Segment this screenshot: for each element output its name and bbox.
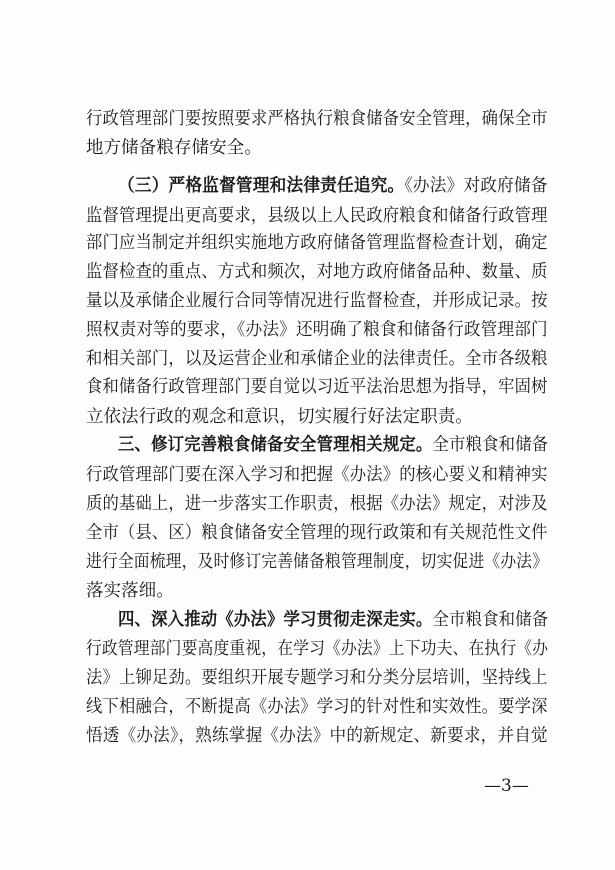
section-heading-four: 四、深入推动《办法》学习贯彻走深走实。 [118, 610, 433, 630]
line-text: 落实落细。 [86, 581, 174, 601]
line-text: 地方储备粮存储安全。 [86, 138, 262, 158]
paragraph-line [86, 261, 548, 283]
line-text: 悟透《办法》，熟练掌握《办法》中的新规定、新要求，并自觉 [86, 726, 548, 746]
section-heading-line [118, 175, 548, 197]
line-text: 行政管理部门要高度重视，在学习《办法》上下功夫、在执行《办 [86, 639, 549, 659]
line-text: 进行全面梳理，及时修订完善储备粮管理制度，切实促进《办法》 [86, 552, 549, 572]
line-text: 质的基础上，进一步落实工作职责，根据《办法》规定，对涉及 [86, 494, 548, 514]
paragraph-line [86, 725, 548, 747]
paragraph-line [86, 232, 548, 254]
paragraph-line [86, 551, 548, 573]
line-text: 行政管理部门要按照要求严格执行粮食储备安全管理，确保全市 [86, 109, 548, 129]
line-text: 监督检查的重点、方式和频次，对地方政府储备品种、数量、质 [86, 262, 548, 282]
paragraph-line [86, 319, 548, 341]
section-heading-three: 三、修订完善粮食储备安全管理相关规定。 [118, 435, 433, 455]
paragraph-line [86, 290, 548, 312]
paragraph-line [86, 464, 548, 486]
section-heading-line [118, 609, 548, 631]
paragraph-line [86, 376, 548, 398]
paragraph-line [86, 493, 548, 515]
paragraph-line [86, 696, 548, 718]
page-number: —3— [484, 776, 529, 796]
line-text: 照权责对等的要求，《办法》还明确了粮食和储备行政管理部门 [86, 320, 548, 340]
section-heading-3: （三）严格监督管理和法律责任追究。 [118, 176, 405, 196]
paragraph-line [86, 205, 548, 227]
paragraph-line [86, 580, 174, 602]
line-text: 食和储备行政管理部门要自觉以习近平法治思想为指导，牢固树 [86, 377, 548, 397]
paragraph-line [86, 108, 548, 130]
line-text: 全市粮食和储备 [432, 435, 549, 455]
line-text: 部门应当制定并组织实施地方政府储备管理监督检查计划，确定 [86, 233, 548, 253]
paragraph-line [86, 522, 548, 544]
line-text: 全市（县、区）粮食储备安全管理的现行政策和有关规范性文件 [86, 523, 548, 543]
line-text: 立依法行政的观念和意识，切实履行好法定职责。 [86, 407, 473, 427]
line-text: 法》上铆足劲。要组织开展专题学习和分类分层培训，坚持线上 [86, 668, 548, 688]
paragraph-line [86, 406, 473, 428]
line-text: 量以及承储企业履行合同等情况进行监督检查，并形成记录。按 [86, 291, 548, 311]
paragraph-line [86, 137, 262, 159]
line-text: 全市粮食和储备 [432, 610, 549, 630]
line-text: 行政管理部门要在深入学习和把握《办法》的核心要义和精神实 [86, 465, 548, 485]
paragraph-line [86, 348, 548, 370]
paragraph-line [86, 638, 548, 660]
line-text: 《办法》对政府储备 [404, 176, 548, 196]
line-text: 和相关部门，以及运营企业和承储企业的法律责任。全市各级粮 [86, 349, 548, 369]
section-heading-line [118, 434, 548, 456]
paragraph-line [86, 667, 548, 689]
line-text: 线下相融合，不断提高《办法》学习的针对性和实效性。要学深 [86, 697, 548, 717]
line-text: 监督管理提出更高要求，县级以上人民政府粮食和储备行政管理 [86, 206, 548, 226]
